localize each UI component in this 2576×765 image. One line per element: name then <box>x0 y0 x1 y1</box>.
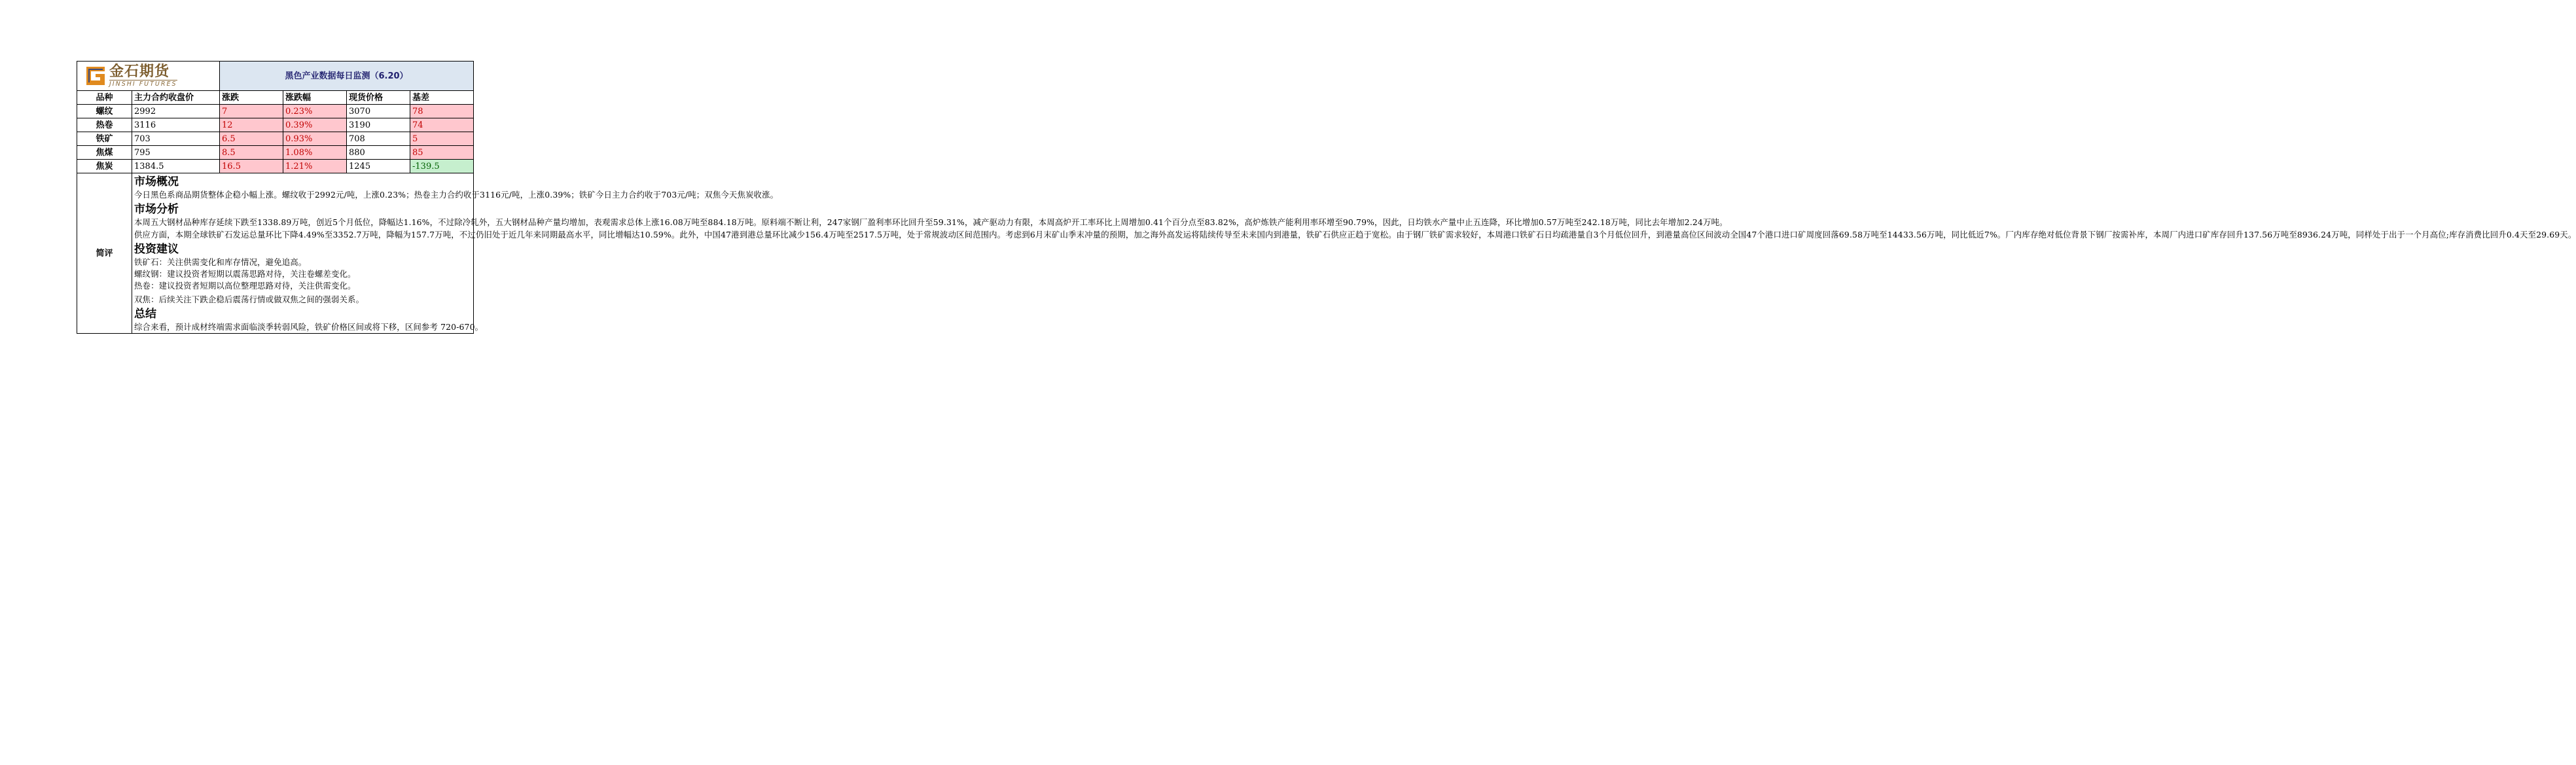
commentary-row <box>77 173 474 334</box>
close-price: 795 <box>132 146 220 160</box>
column-header-close: 主力合约收盘价 <box>132 91 220 105</box>
price-change: 8.5 <box>220 146 283 160</box>
overview-heading: 市场概况 <box>134 175 179 188</box>
close-price: 3116 <box>132 118 220 132</box>
basis-value: -139.5 <box>410 160 474 173</box>
basis-value: 5 <box>410 132 474 146</box>
product-name: 热卷 <box>77 118 132 132</box>
change-percent: 1.21% <box>283 160 347 173</box>
column-header-row <box>77 91 474 105</box>
column-header-change: 涨跌 <box>220 91 283 105</box>
basis-value: 78 <box>410 105 474 118</box>
spot-price: 3190 <box>347 118 410 132</box>
logo-english-text: JINSHI FUTURES <box>109 80 177 88</box>
product-name: 铁矿 <box>77 132 132 146</box>
close-price: 703 <box>132 132 220 146</box>
report-title: 黑色产业数据每日监测（6.20） <box>220 62 474 91</box>
column-header-basis: 基差 <box>410 91 474 105</box>
change-percent: 0.23% <box>283 105 347 118</box>
change-percent: 1.08% <box>283 146 347 160</box>
overview-paragraph: 今日黑色系商品期货整体企稳小幅上涨。螺纹收于2992元/吨，上涨0.23%；热卷主力合约收于3116元/吨，上涨0.39%；铁矿今日主力合约收于703元/吨；双焦今天焦炭收涨。 <box>134 190 779 200</box>
product-name: 焦炭 <box>77 160 132 173</box>
column-header-pct: 涨跌幅 <box>283 91 347 105</box>
table-row <box>77 160 474 173</box>
price-change: 7 <box>220 105 283 118</box>
spot-price: 3070 <box>347 105 410 118</box>
price-change: 12 <box>220 118 283 132</box>
advice-item: 热卷：建议投资者短期以高位整理思路对待，关注供需变化。 <box>134 281 356 291</box>
spot-price: 880 <box>347 146 410 160</box>
report-table <box>77 61 2576 334</box>
price-change: 6.5 <box>220 132 283 146</box>
table-row <box>77 146 474 160</box>
analysis-paragraph: 本周五大钢材品种库存延续下跌至1338.89万吨，创近5个月低位，降幅达1.16%，不过除冷轧外，五大钢材品种产量均增加，表观需求总体上涨16.08万吨至884.18万吨。原料端不断让利，247家钢厂盈利率环比回升至59.31%，减产驱动力有限，本周高炉开工率环比上周增加0.41个百分点至83.82%，高炉炼铁产能利用率环增至90.79%，因此，日均铁水产量中止五连降，环比增加0.57万吨至242.18万吨，同比去年增加2.24万吨。 <box>134 217 1728 228</box>
price-change: 16.5 <box>220 160 283 173</box>
basis-value: 85 <box>410 146 474 160</box>
company-logo <box>79 62 217 90</box>
spot-price: 1245 <box>347 160 410 173</box>
summary-heading: 总结 <box>134 308 156 321</box>
analysis-heading: 市场分析 <box>134 203 179 217</box>
summary-paragraph: 综合来看，预计成材终端需求面临淡季转弱风险，铁矿价格区间或将下移，区间参考 720-670。 <box>134 322 484 332</box>
close-price: 1384.5 <box>132 160 220 173</box>
column-header-product: 品种 <box>77 91 132 105</box>
jinshi-logo-icon <box>84 65 107 87</box>
basis-value: 74 <box>410 118 474 132</box>
commentary-body <box>132 173 2576 334</box>
analysis-paragraph: 供应方面，本期全球铁矿石发运总量环比下降4.49%至3352.7万吨，降幅为157.7万吨，不过仍旧处于近几年来同期最高水平，同比增幅达10.59%。此外，中国47港到港总量环比减少156.4万吨至2517.5万吨，处于常规波动区间范围内。考虑到6月末矿山季末冲量的预期，加之海外高发运将陆续传导至未来国内到港量，铁矿石供应正趋于宽松。由于钢厂铁矿需求较好，本周港口铁矿石日均疏港量自3个月低位回升，到港量高位区间波动全国47个港口进口矿周度回落69.58万吨至14433.56万吨，同比低近7%。厂内库存绝对低位背景下钢厂按需补库，本周厂内进口矿库存回升137.56万吨至8936.24万吨，同样处于出于一个月高位;库存消费比回升0.4天至29.69天。 <box>134 229 2576 240</box>
advice-item: 螺纹钢：建议投资者短期以震荡思路对待，关注卷螺差变化。 <box>134 269 356 279</box>
table-row <box>77 132 474 146</box>
product-name: 焦煤 <box>77 146 132 160</box>
product-name: 螺纹 <box>77 105 132 118</box>
logo-cell <box>77 62 220 91</box>
change-percent: 0.93% <box>283 132 347 146</box>
change-percent: 0.39% <box>283 118 347 132</box>
commentary-label: 简评 <box>77 173 132 334</box>
advice-heading: 投资建议 <box>134 242 179 256</box>
advice-item: 铁矿石：关注供需变化和库存情况，避免追高。 <box>134 257 307 267</box>
table-row <box>77 118 474 132</box>
report-sheet <box>77 61 2576 688</box>
spot-price: 708 <box>347 132 410 146</box>
header-row <box>77 62 474 91</box>
logo-chinese-text: 金石期货 <box>109 63 170 80</box>
advice-item: 双焦：后续关注下跌企稳后震荡行情或做双焦之间的强弱关系。 <box>134 294 365 304</box>
table-row <box>77 105 474 118</box>
column-header-spot: 现货价格 <box>347 91 410 105</box>
close-price: 2992 <box>132 105 220 118</box>
